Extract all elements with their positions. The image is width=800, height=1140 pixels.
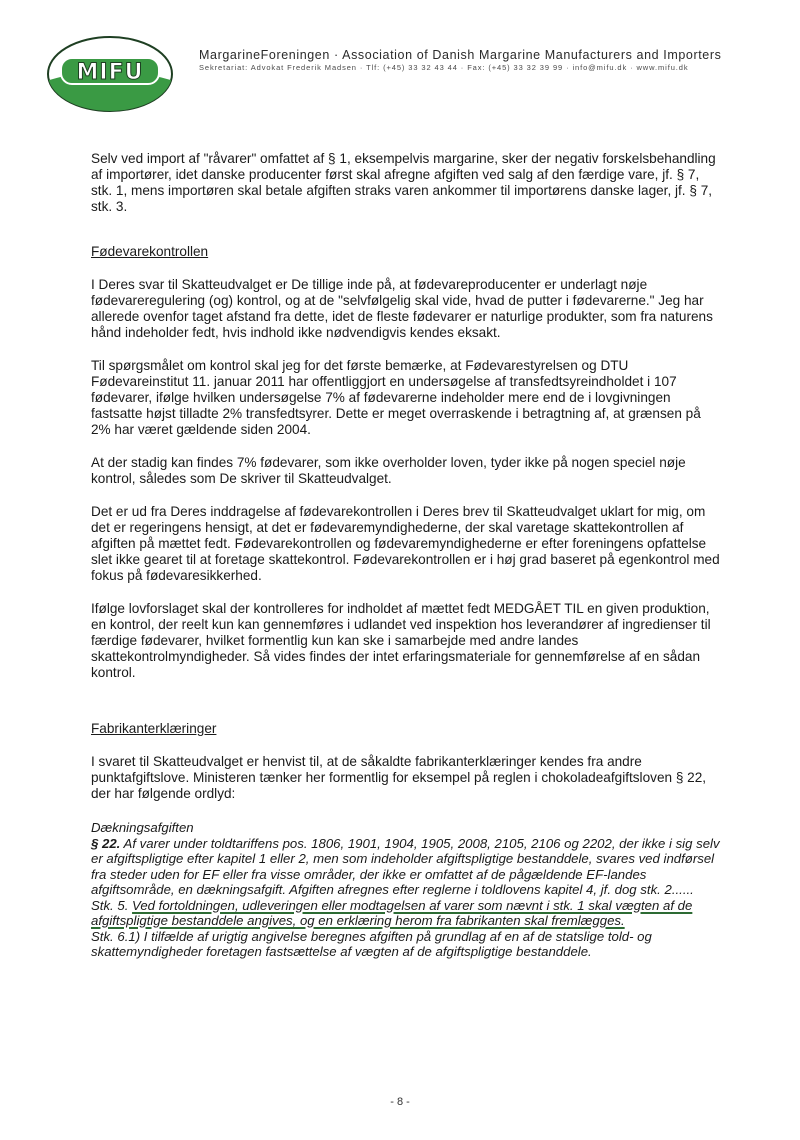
paragraph-foedevareregulering: I Deres svar til Skatteudvalget er De tillige inde på, at fødevareproducenter er underlagt nøje fødevareregulering (og) kontrol, og at de "selvfølgelig skal vide, hvad de putter i fødevarerne." Jeg har allerede ovenfor taget afstand fra dette, idet de fleste fødevarer er naturlige produkter, som fra naturens hånd indeholder fedt, hvis indhold ikke nødvendigvis kendes eksakt. bbox=[91, 277, 713, 340]
page-number: - 8 - bbox=[390, 1096, 410, 1108]
mifu-logo bbox=[43, 34, 177, 114]
paragraph-kontrol-undersoegelse: Til spørgsmålet om kontrol skal jeg for det første bemærke, at Fødevarestyrelsen og DTU Fødevareinstitut 11. januar 2011 har offentliggjort en undersøgelse af transfedtsyreindholdet i 107 fødevarer, ifølge hvilken undersøgelse 7% af fødevarerne indeholder mere end de i lovgivningen fastsatte højst tilladte 2% transfedtsyrer. Dette er meget overraskende i betragtning af, at grænsen på 2% har været gældende siden 2004. bbox=[91, 358, 701, 437]
heading-foedevarekontrollen: Fødevarekontrollen bbox=[91, 244, 209, 259]
logo-lettering: MIFU bbox=[76, 60, 144, 85]
paragraph-skattekontrol: Det er ud fra Deres inddragelse af fødevarekontrollen i Deres brev til Skatteudvalget uklart for mig, om det er regeringens hensigt, at det er fødevaremyndighederne, der skal varetage skattekontrollen af afgiften på mættet fedt. Fødevarekontrollen og fødevaremyndighederne er efter foreningens opfattelse slet ikke gearet til at foretage skattekontrol. Fødevarekontrollen er i høj grad baseret på egenkontrol med fokus på fødevaresikkerhed. bbox=[91, 504, 720, 583]
letter-body bbox=[91, 151, 721, 960]
paragraph-import: Selv ved import af "råvarer" omfattet af § 1, eksempelvis margarine, sker der negativ forskelsbehandling af importører, idet danske producenter først skal afregne afgiften ved salg af den færdige vare, jf. § 7, stk. 1, mens importøren skal betale afgiften straks varen ankommer til importørens danske lager, jf. § 7, stk. 3. bbox=[91, 151, 716, 214]
heading-fabrikanterklaeringer: Fabrikanterklæringer bbox=[91, 721, 217, 736]
organization-contact: Sekretariat: Advokat Frederik Madsen · Tlf: (+45) 33 32 43 44 · Fax: (+45) 33 32 39 99 · info@mifu.dk · www.mifu.dk bbox=[199, 63, 689, 72]
quote-stk6: Stk. 6.1) I tilfælde af urigtig angivelse beregnes afgiften på grundlag af en af de statslige told- og skattemyndigheder foretagen fastsættelse af vægten af de afgiftspligtige bestanddele. bbox=[91, 928, 652, 959]
quote-paragraph-label: § 22. bbox=[91, 835, 121, 851]
quote-paragraph-text: Af varer under toldtariffens pos. 1806, 1901, 1904, 1905, 2008, 2105, 2106 og 2202, der ikke i sig selv er afgiftspligtige efter kapitel 1 eller 2, men som indeholder afgiftspligtige bestanddele, svares ved indførsel fra steder uden for EF eller fra visse områder, der ikke er omfattet af de pågældende EF-landes afgiftsområde, en dækningsafgift. Afgiften afregnes efter reglerne i toldlovens kapitel 4, jf. dog stk. 2...... bbox=[91, 835, 720, 897]
quote-paragraph-22 bbox=[91, 836, 720, 898]
quote-stk5-label: Stk. 5. bbox=[91, 897, 133, 913]
quote-title: Dækningsafgiften bbox=[91, 820, 194, 835]
quote-stk5-underlined: Ved fortoldningen, udleveringen eller modtagelsen af varer som nævnt i stk. 1 skal vægten af de afgiftspligtige bestanddele angives, og en erklæring herom fra fabrikanten skal fremlægges. bbox=[91, 897, 693, 928]
law-quote bbox=[91, 820, 721, 960]
mifu-logo-graphic bbox=[43, 34, 177, 114]
paragraph-7-procent: At der stadig kan findes 7% fødevarer, som ikke overholder loven, tyder ikke på nogen speciel nøje kontrol, således som De skriver til Skatteudvalget. bbox=[91, 455, 686, 486]
quote-stk5 bbox=[91, 898, 721, 929]
paragraph-chokoladeafgiftsloven: I svaret til Skatteudvalget er henvist til, at de såkaldte fabrikanterklæringer kendes fra andre punktafgiftslove. Ministeren tænker her formentlig for eksempel på reglen i chokoladeafgiftsloven § 22, der har følgende ordlyd: bbox=[91, 754, 707, 801]
organization-name: MargarineForeningen · Association of Danish Margarine Manufacturers and Importers bbox=[199, 48, 722, 62]
paragraph-lovforslaget: Ifølge lovforslaget skal der kontrolleres for indholdet af mættet fedt MEDGÅET TIL en given produktion, en kontrol, der reelt kun kan gennemføres i udlandet ved inspektion hos leverandører af ingredienser til færdige fødevarer, hvilket formentlig kun kan ske i samarbejde med andre landes skattekontrolmyndigheder. Så vides findes der intet erfaringsmateriale for gennemførelse af en sådan kontrol. bbox=[91, 601, 711, 680]
